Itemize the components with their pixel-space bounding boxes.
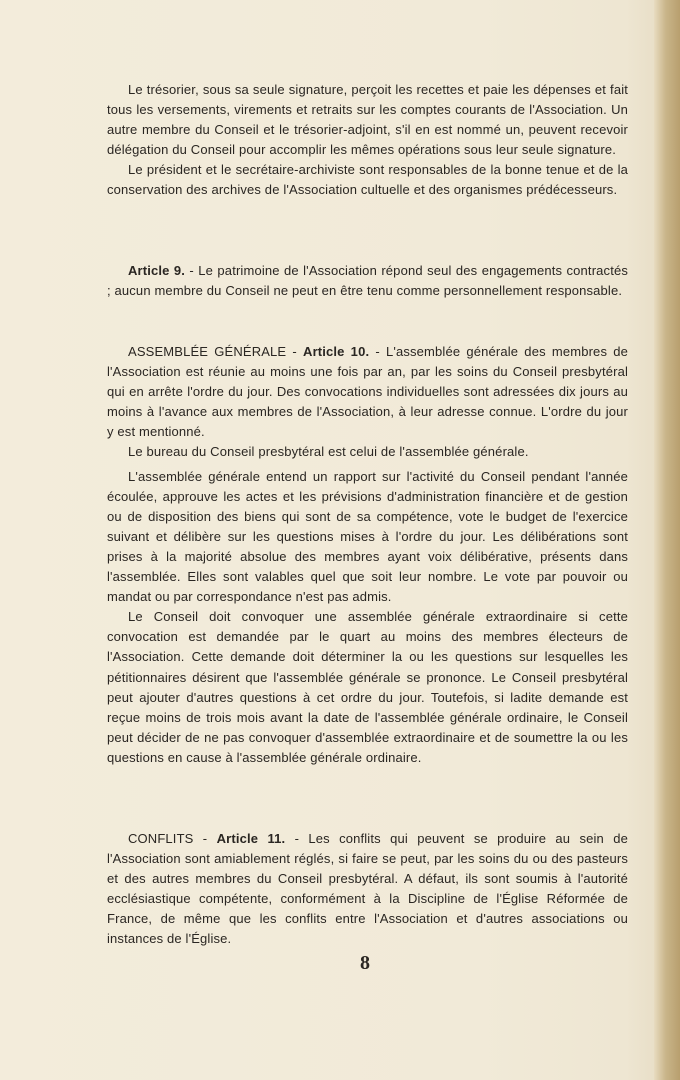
page-number: 8 (360, 952, 370, 974)
article-11-paragraph (107, 829, 628, 950)
article-11-heading: Article 11. (216, 831, 286, 846)
article-10-paragraph (107, 342, 628, 442)
article-9-heading: Article 9. (128, 263, 186, 278)
article-10 (107, 342, 628, 768)
rapport-paragraph: L'assemblée générale entend un rapport sur l'activité du Conseil pendant l'année écoulée, approuve les actes et les prévisions d'administration financière et de gestion ou de disposition des biens qui sont de sa compétence, vote le budget de l'exercice suivant et délibère sur les questions mises à l'ordre du jour. Les délibérations sont prises à la majorité absolue des membres ayant voix délibérative, présents dans l'assemblée. Elles sont valables quel que soit leur nombre. Le vote par pouvoir ou mandat ou par correspondance n'est pas admis. (107, 468, 628, 605)
article-9 (107, 261, 628, 301)
treasurer-paragraph: Le trésorier, sous sa seule signature, perçoit les recettes et paie les dépenses et fait tous les versements, virements et retraits sur les comptes courants de l'Association. Un autre membre du Conseil et le trésorier-adjoint, s'il en est nommé un, peuvent recevoir délégation du Conseil pour accomplir les mêmes opérations sous leur seule signature. (107, 82, 628, 158)
assemblee-generale-title: ASSEMBLÉE GÉNÉRALE - (128, 344, 304, 359)
article-10-text: - L'assemblée générale des membres de l'Association est réunie au moins une fois par an, par les soins du Conseil presbytéral qui en arrête l'ordre du jour. Des convocations individuelles sont adressées dix jours au moins à l'avance aux membres de l'Association, à leur adresse connue. L'ordre du jour y est mentionné. (107, 344, 628, 440)
article-9-text: - Le patrimoine de l'Association répond seul des engagements contractés ; aucun membre du Conseil ne peut en être tenu comme personnellement responsable. (107, 263, 628, 299)
treasurer-section (107, 80, 628, 201)
conflits-title: CONFLITS - (128, 831, 217, 846)
extraordinaire-paragraph: Le Conseil doit convoquer une assemblée générale extraordinaire si cette convocation est demandée par le quart au moins des membres électeurs de l'Association. Cette demande doit déterminer la ou les questions sur lesquelles les pétitionnaires désirent que l'assemblée générale se prononce. Le Conseil presbytéral peut ajouter d'autres questions à cet ordre du jour. Toutefois, si ladite demande est reçue moins de trois mois avant la date de l'assemblée générale ordinaire, le Conseil peut décider de ne pas convoquer d'assemblée extraordinaire et de soumettre la ou les questions en cause à l'assemblée générale ordinaire. (107, 609, 628, 765)
article-10-heading: Article 10. (303, 344, 370, 359)
article-11 (107, 829, 628, 950)
article-9-paragraph (107, 261, 628, 301)
article-11-text: - Les conflits qui peuvent se produire au sein de l'Association sont amiablement réglés, si faire se peut, par les soins du ou des pasteurs et des autres membres du Conseil presbytéral. A défaut, ils sont soumis à l'autorité ecclésiastique compétente, conformément à la Discipline de l'Église Réformée de France, de même que les conflits entre l'Association et d'autres associations ou instances de l'Église. (107, 831, 628, 947)
bureau-paragraph: Le bureau du Conseil presbytéral est celui de l'assemblée générale. (128, 444, 529, 460)
page-edge-shadow (654, 0, 680, 1080)
archives-paragraph: Le président et le secrétaire-archiviste sont responsables de la bonne tenue et de la conservation des archives de l'Association cultuelle et des organismes prédécesseurs. (107, 162, 628, 198)
